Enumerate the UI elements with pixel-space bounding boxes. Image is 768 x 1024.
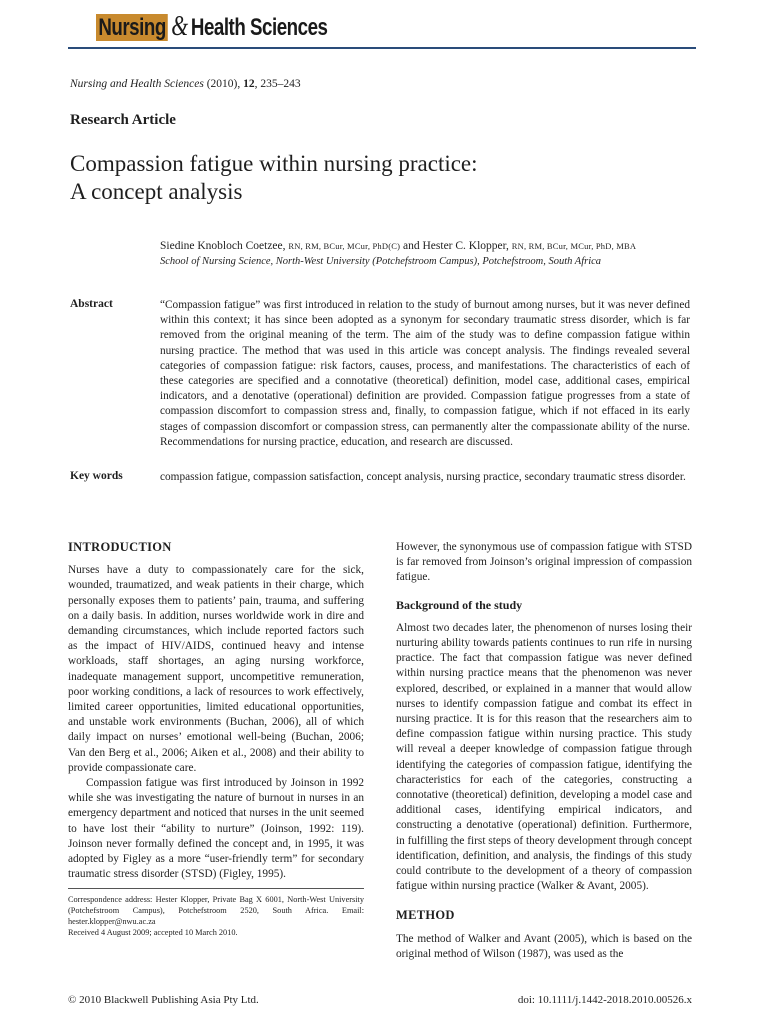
citation-year: (2010), (206, 78, 241, 90)
logo-word-health-sciences: Health Sciences (190, 14, 328, 41)
received-dates: Received 4 August 2009; accepted 10 March 2010. (68, 928, 238, 937)
right-column (396, 540, 692, 962)
keywords-text: compassion fatigue, compassion satisfaction, concept analysis, nursing practice, secondary traumatic stress disorder. (160, 471, 686, 483)
logo-ampersand: & (171, 11, 188, 42)
author-conjunction: and (403, 240, 420, 252)
journal-logo (96, 6, 393, 46)
author-affiliation: School of Nursing Science, North-West University (Potchefstroom Campus), Potchefstroom, South Africa (160, 256, 602, 267)
article-type: Research Article (70, 112, 176, 128)
introduction-heading: INTRODUCTION (68, 540, 172, 554)
left-column (68, 540, 364, 882)
background-paragraph: Almost two decades later, the phenomenon of nurses losing their nurturing ability towards patients continues to run rife in nursing practice. The fact that compassion fatigue was never defined within nursing practice means that the phenomenon was never explored, described, or explained in a manner that would allow nurses to identify compassion fatigue and combat its effect in nursing practice. It is for this reason that the researchers aim to define compassion fatigue within nursing practice. This study will reveal a deeper knowledge of compassion fatigue through identifying the categories of compassion fatigue, identifying the characteristics for each of the categories, constructing a connotative (theoretical) definition, developing a model case and additional cases, identifying empirical indicators, and constructing a denotative (operational) definition. Furthermore, in fulfilling the first steps of theory development through concept identification, definition, and analysis, the findings of this study could contribute to the development of a theory of compassion fatigue within nursing practice (Walker & Avant, 2005). (396, 621, 692, 893)
logo-word-nursing: Nursing (96, 14, 168, 41)
masthead-rule (68, 47, 696, 49)
background-heading: Background of the study (396, 597, 523, 612)
footnote-rule (68, 888, 364, 889)
article-title (70, 150, 630, 206)
keywords-label: Key words (70, 470, 123, 482)
abstract-label: Abstract (70, 298, 113, 310)
author-1-name: Siedine Knobloch Coetzee, (160, 240, 286, 252)
right-paragraph-0: However, the synonymous use of compassion fatigue with STSD is far removed from Joinson’s original impression of compassion fatigue. (396, 541, 692, 584)
author-2-credentials: RN, RM, BCur, MCur, PhD, MBA (511, 241, 637, 251)
abstract-text: “Compassion fatigue” was first introduced in relation to the study of burnout among nurses, but it was never defined within this context; it has since been adopted as a synonym for secondary traumatic stress disorder, which is far removed from the original meaning of the term. The aim of the study was to define compassion fatigue within nursing practice. The method that was used in this article was concept analysis. The findings revealed several categories of compassion fatigue: risk factors, causes, process, and manifestations. The characteristics of each of these categories are specified and a connotative (theoretical) definition, model case, additional cases, empirical indicators, and a denotative (operational) definition are provided. Compassion fatigue progresses from a state of compassion discomfort to compassion stress and, finally, to compassion fatigue, which if not effaced in its early stages of compassion discomfort or compassion stress, can permanently alter the compassionate ability of the nurse. Recommendations for nursing practice, education, and research are discussed. (160, 299, 690, 448)
journal-masthead (68, 6, 696, 46)
author-block (160, 238, 720, 270)
copyright-notice: © 2010 Blackwell Publishing Asia Pty Ltd. (68, 994, 259, 1006)
citation-pages: , 235–243 (254, 78, 301, 90)
method-paragraph: The method of Walker and Avant (2005), which is based on the original method of Wilson (1987), was used as the (396, 932, 692, 960)
journal-citation (70, 78, 301, 90)
title-line-2: A concept analysis (70, 179, 243, 204)
introduction-paragraph-1: Nurses have a duty to compassionately care for the sick, wounded, traumatized, and weak patients in their charge, which personally exposes them to patients’ pain, trauma, and suffering on a daily basis. In addition, nurses worldwide work in dire and demanding circumstances, which include reported factors such as the impact of HIV/AIDS, continued heavy and intense workloads, staff shortages, an aging nursing workforce, inadequate management support, uncompetitive remuneration, poor working conditions, a lack of resources to work effectively, limited career opportunities, limited educational opportunities, and unstable work environments (Buchan, 2006), all of which daily impact on nurses’ emotional well-being (Buchan, 2006; Van den Berg et al., 2006; Aiken et al., 2008) and their ability to provide compassionate care. (68, 564, 364, 774)
doi: doi: 10.1111/j.1442-2018.2010.00526.x (517, 994, 692, 1006)
correspondence-address: Correspondence address: Hester Klopper, Private Bag X 6001, North-West University (Potchefstroom Campus), Potchefstroom 2520, South Africa. Email: hester.klopper@nwu.ac.za (68, 895, 364, 926)
introduction-paragraph-2: Compassion fatigue was first introduced by Joinson in 1992 while she was investigating the nature of burnout in nurses in an emergency department and noticed that nurses in the unit seemed to have lost their “ability to nurture” (Joinson, 1992: 119). Joinson never formally defined the concept and, in 1995, it was adopted by Figley as a more “user-friendly term” for secondary traumatic stress disorder (STSD) (Figley, 1995). (68, 777, 364, 881)
citation-volume: 12 (243, 78, 255, 90)
correspondence-footnote (68, 894, 364, 938)
citation-journal: Nursing and Health Sciences (70, 78, 204, 90)
method-heading: METHOD (396, 908, 455, 923)
title-line-1: Compassion fatigue within nursing practice: (70, 151, 478, 176)
author-2-name: Hester C. Klopper, (422, 240, 509, 252)
author-1-credentials: RN, RM, BCur, MCur, PhD(C) (288, 241, 401, 251)
